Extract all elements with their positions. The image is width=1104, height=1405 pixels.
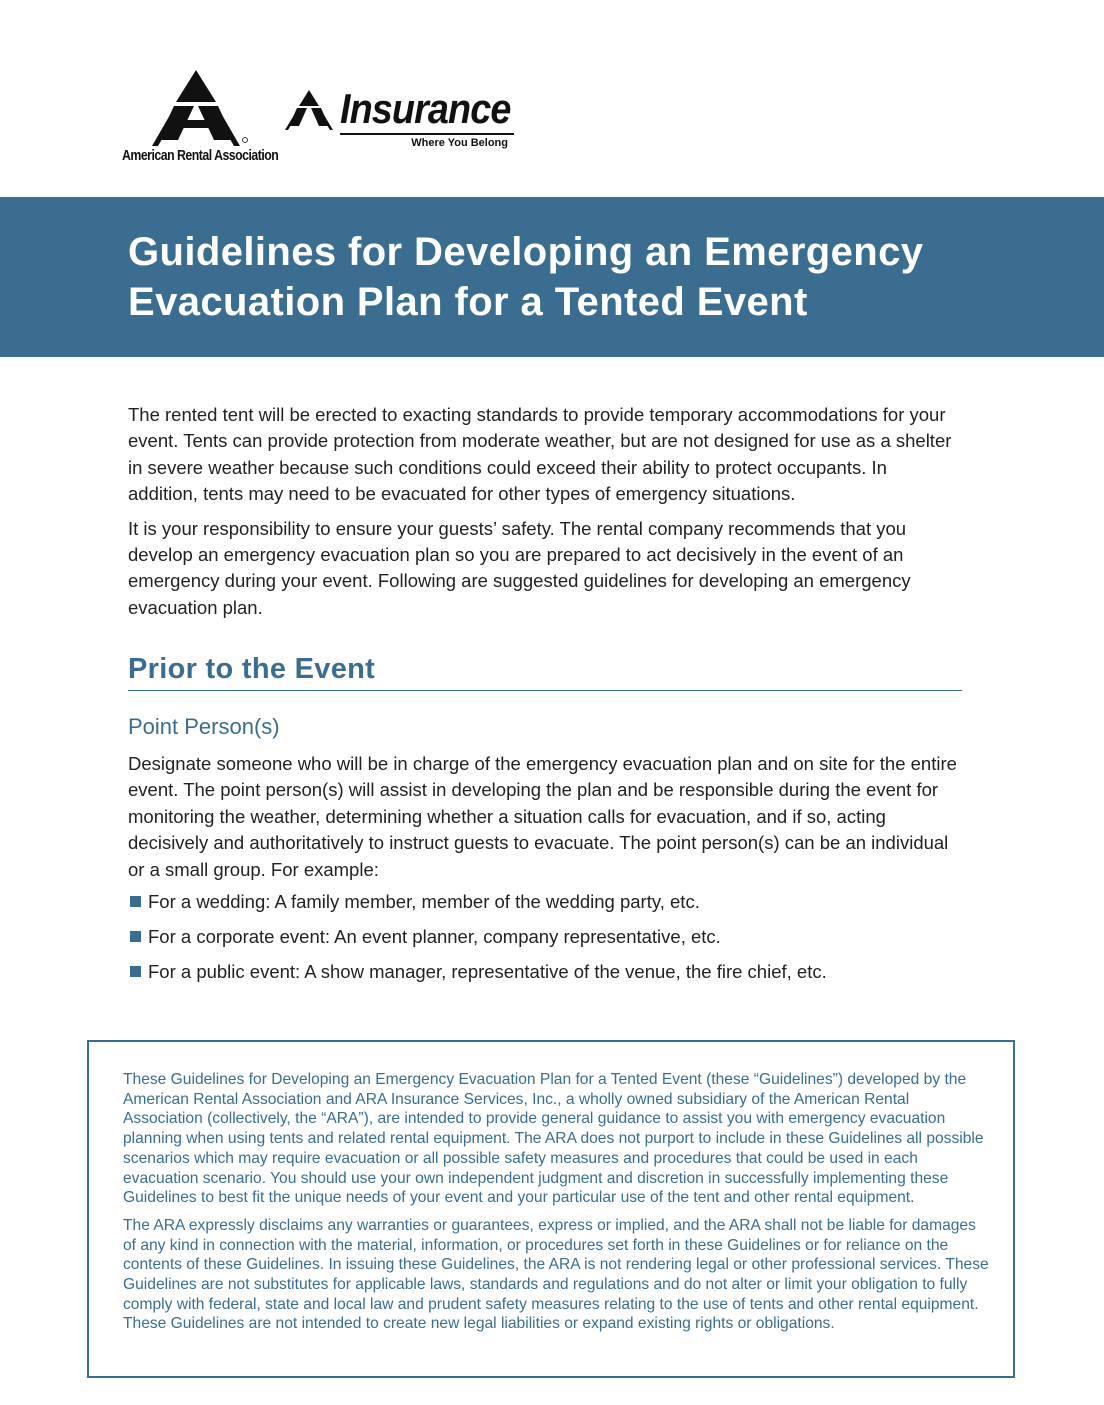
square-bullet-icon	[130, 966, 141, 977]
list-item-text: For a wedding: A family member, member of the wedding party, etc.	[148, 891, 700, 913]
ara-insurance-triangle-icon	[282, 88, 336, 130]
list-item	[128, 959, 958, 985]
ara-name: American Rental Association	[122, 148, 279, 164]
ara-insurance-logo	[282, 86, 522, 156]
examples-list	[128, 889, 958, 985]
title-line-1: Guidelines for Developing an Emergency	[128, 230, 924, 274]
page-title	[128, 227, 1088, 327]
list-item	[128, 924, 958, 950]
square-bullet-icon	[130, 931, 141, 942]
insurance-underline	[340, 133, 514, 135]
list-item-text: For a public event: A show manager, representative of the venue, the fire chief, etc.	[148, 961, 827, 983]
intro-paragraph-1: The rented tent will be erected to exacting standards to provide temporary accommodations for your event. Tents can provide protection from moderate weather, but are not designed for use as a shelter in severe weather because such conditions could exceed their ability to protect occupants. In addition, tents may need to be evacuated for other types of emergency situations.	[128, 404, 952, 505]
intro-section	[128, 402, 958, 629]
list-item	[128, 889, 958, 915]
insurance-word: Insurance	[340, 85, 511, 132]
intro-paragraph-2: It is your responsibility to ensure your guests’ safety. The rental company recommends that you develop an emergency evacuation plan so you are prepared to act decisively in the event of an emergency during your event. Following are suggested guidelines for developing an emergency evacuation plan.	[128, 517, 911, 618]
disclaimer-paragraph-1: These Guidelines for Developing an Emergency Evacuation Plan for a Tented Event (these “Guidelines”) developed by the American Rental Association and ARA Insurance Services, Inc., a wholly owned subsidiary of the American Rental Association (collectively, the “ARA”), are intended to provide general guidance to assist you with emergency evacuation planning when using tents and related rental equipment. The ARA does not purport to include in these Guidelines all possible scenarios which may require evacuation or all possible safety measures and procedures that could be used in each evacuation scenario. You should use your own independent judgment and discretion in successfully implementing these Guidelines to best fit the unique needs of your event and your particular use of the tent and other rental equipment.	[123, 1071, 984, 1207]
list-item-text: For a corporate event: An event planner, company representative, etc.	[148, 926, 721, 948]
ara-triangle-logo-icon	[144, 68, 248, 146]
square-bullet-icon	[130, 896, 141, 907]
ara-logo	[122, 68, 279, 172]
title-line-2: Evacuation Plan for a Tented Event	[128, 280, 808, 324]
point-person-section	[128, 751, 958, 994]
title-banner	[0, 197, 1104, 357]
section-heading: Prior to the Event	[128, 650, 962, 691]
disclaimer-box	[87, 1040, 1015, 1378]
subheading: Point Person(s)	[128, 714, 280, 739]
disclaimer-paragraph-2: The ARA expressly disclaims any warranties or guarantees, express or implied, and the ARA shall not be liable for damages of any kind in connection with the material, information, or procedures set forth in these Guidelines or for reliance on the contents of these Guidelines. In issuing these Guidelines, the ARA is not rendering legal or other professional services. These Guidelines are not substitutes for applicable laws, standards and regulations and do not alter or limit your obligation to fully comply with federal, state and local law and prudent safety measures relating to the use of tents and other rental equipment. These Guidelines are not intended to create new legal liabilities or expand existing rights or obligations.	[123, 1216, 989, 1333]
point-person-paragraph: Designate someone who will be in charge of the emergency evacuation plan and on site for the entire event. The point person(s) will assist in developing the plan and be responsible during the event for monitoring the weather, determining whether a situation calls for evacuation, and if so, acting decisively and authoritatively to instruct guests to evacuate. The point person(s) can be an individual or a small group. For example:	[128, 753, 957, 880]
insurance-tagline: Where You Belong	[411, 137, 508, 149]
